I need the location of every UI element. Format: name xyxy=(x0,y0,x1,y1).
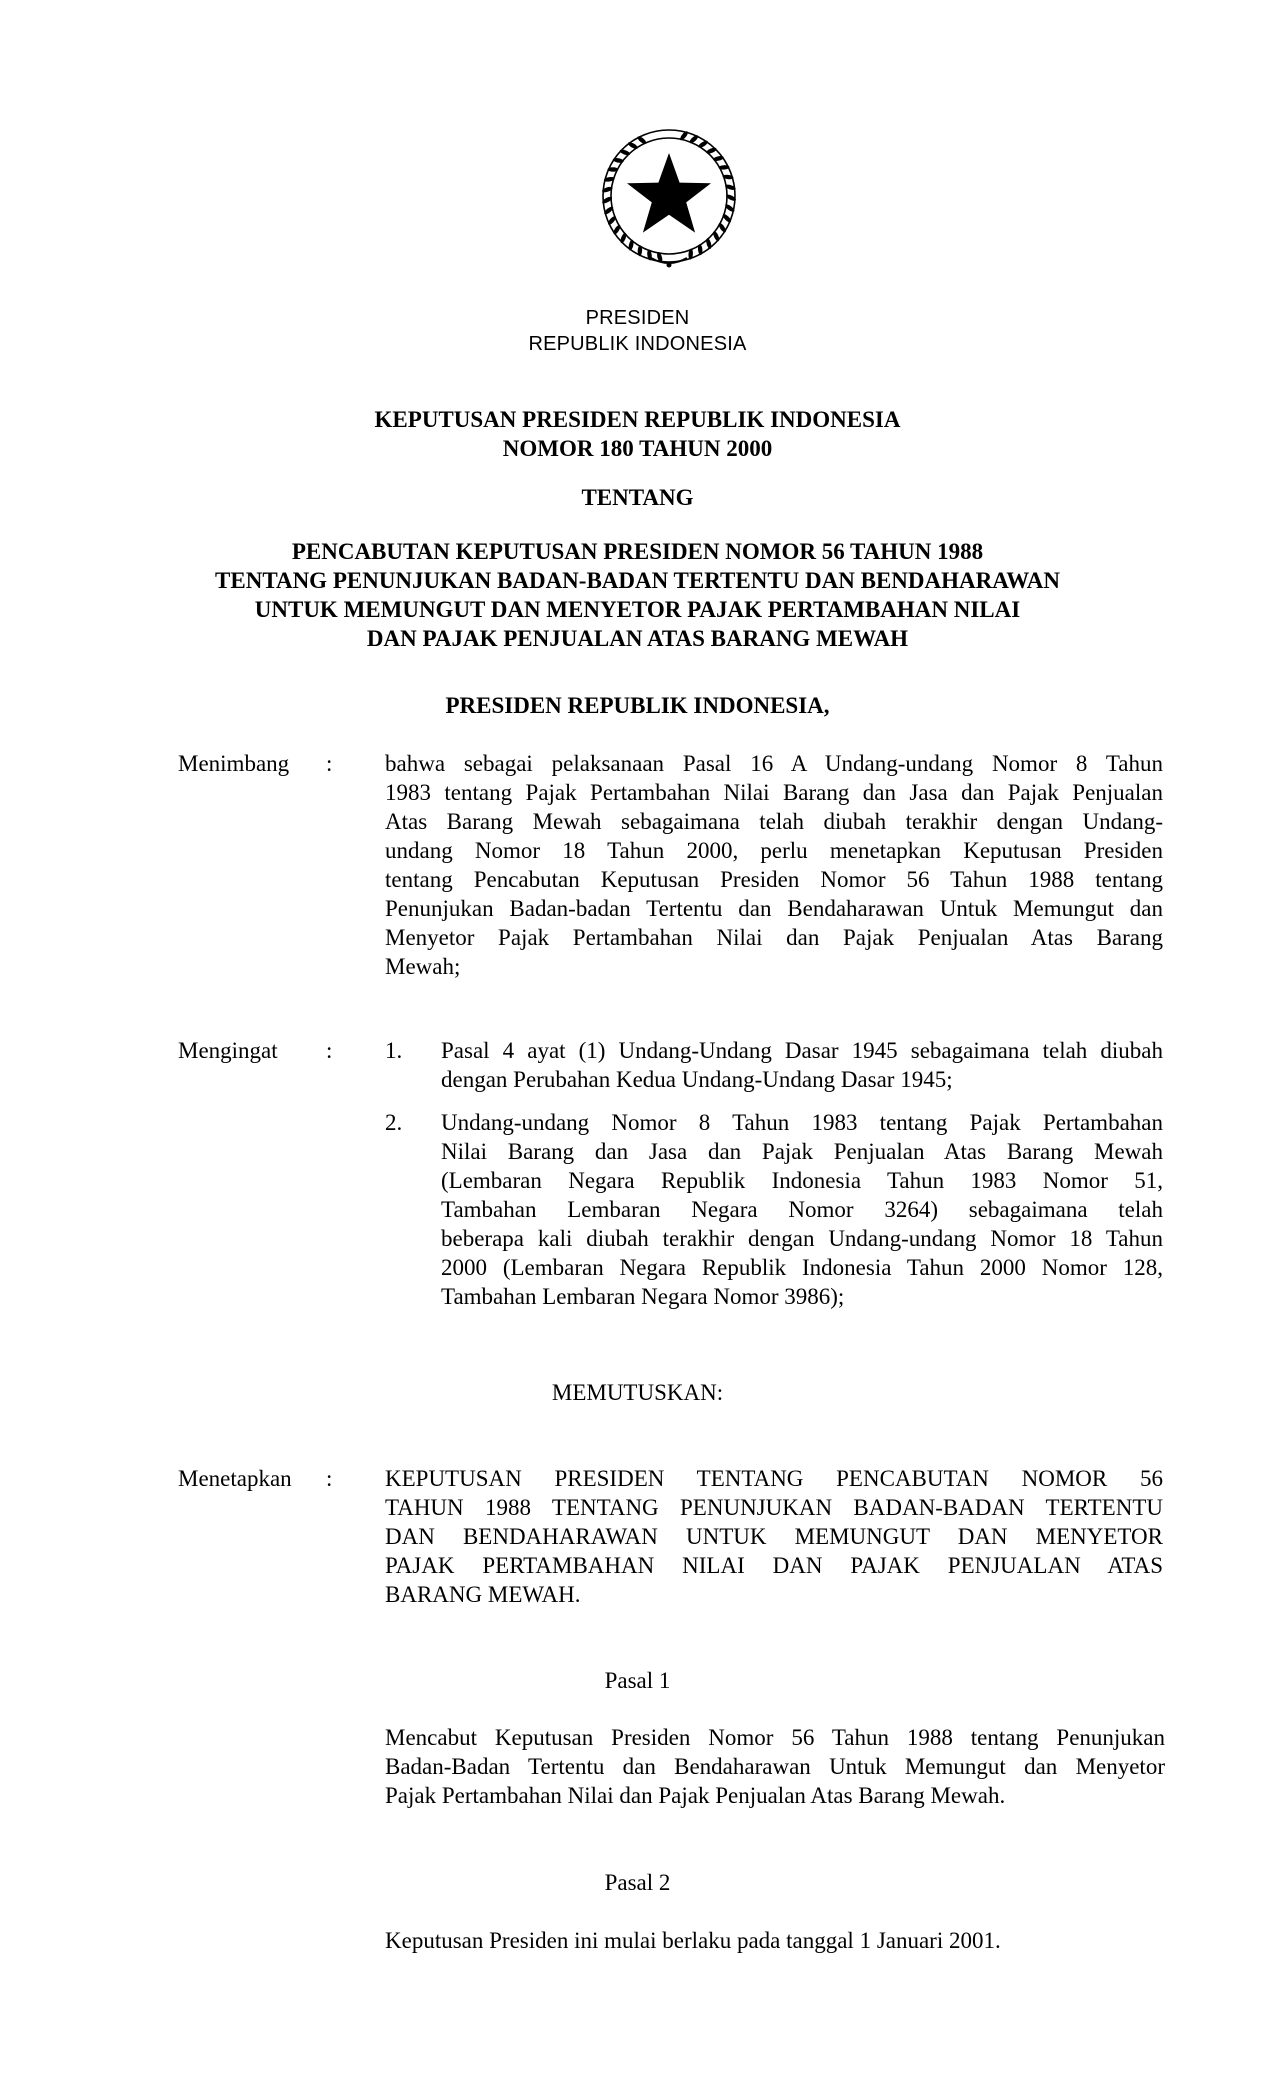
office-line-republik: REPUBLIK INDONESIA xyxy=(528,333,747,355)
decree-title xyxy=(0,405,1275,463)
pasal-1-line: Pajak Pertambahan Nilai dan Pajak Penjualan Atas Barang Mewah. xyxy=(385,1783,1006,1808)
menetapkan-line: KEPUTUSAN PRESIDEN TENTANG PENCABUTAN NOMOR 56 xyxy=(385,1466,1163,1491)
menetapkan-colon: : xyxy=(326,1466,333,1491)
mengingat-label: Mengingat xyxy=(178,1038,278,1063)
office-heading xyxy=(0,305,1275,357)
decree-subject xyxy=(0,537,1275,653)
wreath-leaf xyxy=(705,147,717,155)
star-icon xyxy=(627,153,711,233)
office-line-presiden: PRESIDEN xyxy=(585,307,690,329)
menimbang-line: tentang Pencabutan Keputusan Presiden Nomor 56 Tahun 1988 tentang xyxy=(385,867,1163,892)
list-item-text xyxy=(441,1036,1163,1094)
menimbang-line: Mewah; xyxy=(385,954,461,979)
subject-line: TENTANG PENUNJUKAN BADAN-BADAN TERTENTU DAN BENDAHARAWAN xyxy=(215,568,1060,593)
wreath-leaf xyxy=(697,139,709,149)
menetapkan-line: BARANG MEWAH. xyxy=(385,1582,581,1607)
list-item-line: Undang-undang Nomor 8 Tahun 1983 tentang Pajak Pertambahan xyxy=(441,1110,1163,1135)
wreath-leaf xyxy=(607,167,618,171)
list-item-line: dengan Perubahan Kedua Undang-Undang Dasar 1945; xyxy=(441,1067,953,1092)
list-item-line: 2000 (Lembaran Negara Republik Indonesia Tahun 2000 Nomor 128, xyxy=(441,1255,1163,1280)
pasal-1-text xyxy=(385,1723,1165,1810)
menimbang-line: bahwa sebagai pelaksanaan Pasal 16 A Undang-undang Nomor 8 Tahun xyxy=(385,751,1163,776)
pasal-2-line: Keputusan Presiden ini mulai berlaku pada tanggal 1 Januari 2001. xyxy=(385,1928,1001,1953)
subject-line: UNTUK MEMUNGUT DAN MENYETOR PAJAK PERTAMBAHAN NILAI xyxy=(254,597,1021,622)
wreath-leaf xyxy=(612,224,622,236)
garuda-star-emblem-icon xyxy=(589,118,749,278)
wreath-leaf xyxy=(712,230,721,242)
wreath-leaf xyxy=(717,222,727,234)
pasal-2-heading: Pasal 2 xyxy=(604,1870,671,1895)
list-number: 1. xyxy=(385,1038,403,1063)
list-item-line: (Lembaran Negara Republik Indonesia Tahun 1983 Nomor 51, xyxy=(441,1168,1163,1193)
menimbang-text xyxy=(385,749,1163,981)
menimbang-line: Menyetor Pajak Pertambahan Nilai dan Pajak Penjualan Atas Barang xyxy=(385,925,1163,950)
memutuskan-heading: MEMUTUSKAN: xyxy=(551,1380,724,1405)
list-item-text xyxy=(441,1108,1163,1311)
tentang-label: TENTANG xyxy=(581,485,694,510)
menetapkan-line: TAHUN 1988 TENTANG PENUNJUKAN BADAN-BADAN TERTENTU xyxy=(385,1495,1163,1520)
menetapkan-line: PAJAK PERTAMBAHAN NILAI DAN PAJAK PENJUALAN ATAS xyxy=(385,1553,1163,1578)
pasal-2-text xyxy=(385,1926,1165,1955)
authority-heading xyxy=(0,691,1275,720)
pasal-1-line: Badan-Badan Tertentu dan Bendaharawan Untuk Memungut dan Menyetor xyxy=(385,1754,1165,1779)
wreath-leaf xyxy=(627,141,639,150)
subject-line: DAN PAJAK PENJUALAN ATAS BARANG MEWAH xyxy=(366,626,909,651)
pasal-1-heading: Pasal 1 xyxy=(604,1668,671,1693)
menimbang-line: 1983 tentang Pajak Pertambahan Nilai Barang dan Jasa dan Pajak Penjualan xyxy=(385,780,1163,805)
subject-line: PENCABUTAN KEPUTUSAN PRESIDEN NOMOR 56 TAHUN 1988 xyxy=(291,539,984,564)
menetapkan-text xyxy=(385,1464,1163,1609)
menimbang-line: undang Nomor 18 Tahun 2000, perlu menetapkan Keputusan Presiden xyxy=(385,838,1163,863)
list-item-line: Tambahan Lembaran Negara Nomor 3986); xyxy=(441,1284,845,1309)
list-item-line: Nilai Barang dan Jasa dan Pajak Penjualan Atas Barang Mewah xyxy=(441,1139,1163,1164)
tentang-heading xyxy=(0,483,1275,512)
wreath-leaf xyxy=(619,232,627,244)
wreath-leaf xyxy=(619,148,631,156)
list-item-line: Tambahan Lembaran Negara Nomor 3264) sebagaimana telah xyxy=(441,1197,1163,1222)
menimbang-line: Atas Barang Mewah sebagaimana telah diubah terakhir dengan Undang- xyxy=(385,809,1163,834)
pasal-1-line: Mencabut Keputusan Presiden Nomor 56 Tahun 1988 tentang Penunjukan xyxy=(385,1725,1165,1750)
list-number: 2. xyxy=(385,1110,403,1135)
authority-label: PRESIDEN REPUBLIK INDONESIA, xyxy=(445,693,830,718)
decree-title-line1: KEPUTUSAN PRESIDEN REPUBLIK INDONESIA xyxy=(374,407,901,432)
list-item-line: Pasal 4 ayat (1) Undang-Undang Dasar 1945 sebagaimana telah diubah xyxy=(441,1038,1163,1063)
list-item-line: beberapa kali diubah terakhir dengan Undang-undang Nomor 18 Tahun xyxy=(441,1226,1163,1251)
menimbang-label: Menimbang xyxy=(178,751,290,776)
menetapkan-label: Menetapkan xyxy=(178,1466,292,1491)
menetapkan-line: DAN BENDAHARAWAN UNTUK MEMUNGUT DAN MENYETOR xyxy=(385,1524,1163,1549)
menimbang-line: Penunjukan Badan-badan Tertentu dan Bendaharawan Untuk Memungut dan xyxy=(385,896,1163,921)
menimbang-colon: : xyxy=(326,751,333,776)
mengingat-colon: : xyxy=(326,1038,333,1063)
decree-title-line2: NOMOR 180 TAHUN 2000 xyxy=(502,436,773,461)
